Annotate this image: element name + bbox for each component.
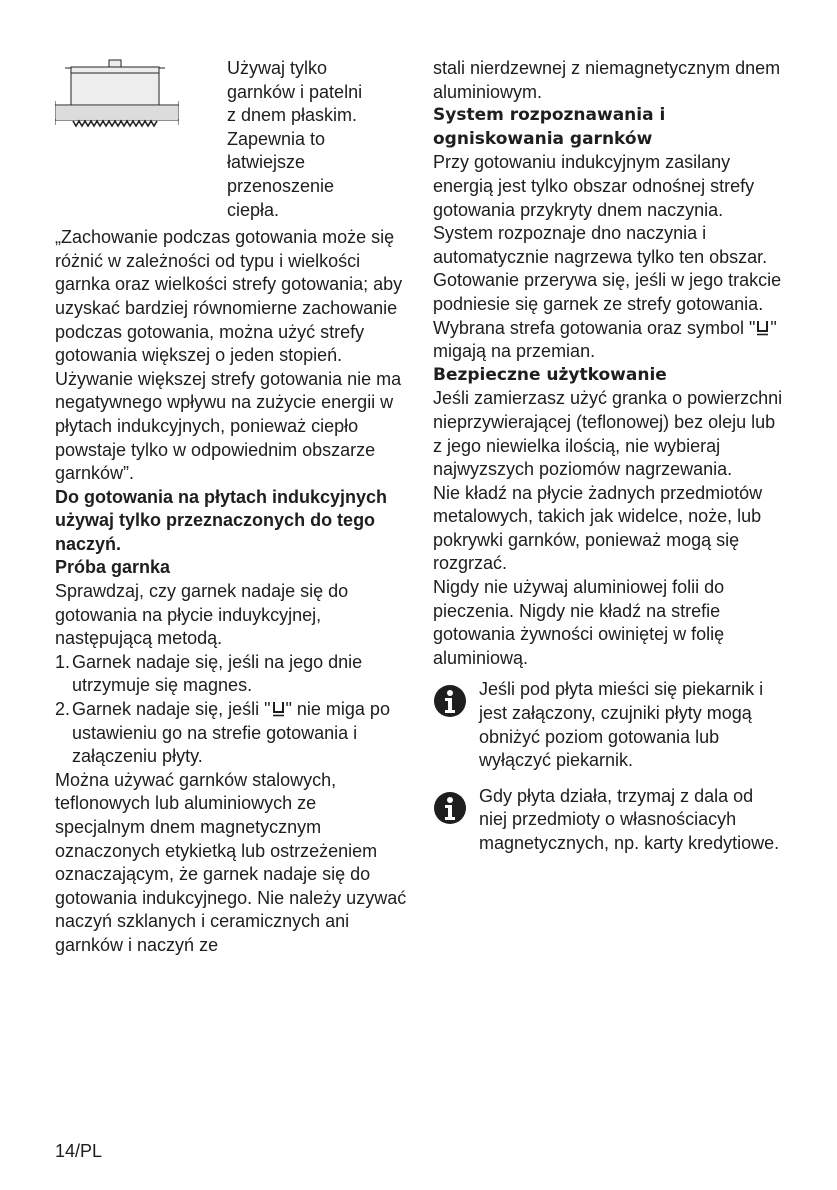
- right-column: [433, 57, 783, 856]
- system-text-after: " migają na przemian.: [433, 317, 777, 362]
- system-text-before: Przy gotowaniu indukcyjnym zasilany energią jest tylko obszar odnośnej strefy gotowania przykryty dnem naczynia. System rozpoznaje dno naczynia i automatycznie nagrzewa tylko ten obszar. Gotowanie przerywa się, jeśli w jego trakcie podniesie się garnek ze strefy gotowania. Wybrana strefa gotowania oraz symbol ": [433, 152, 782, 338]
- pot-test-title: Próba garnka: [55, 557, 171, 578]
- intro-line: z dnem płaskim.: [227, 105, 358, 126]
- intro-text: [227, 57, 387, 222]
- safety-title: Bezpieczne użytkowanie: [433, 364, 667, 385]
- info-icon: [433, 791, 467, 825]
- intro-line: ciepła.: [227, 199, 280, 220]
- pot-detection-symbol-icon: [272, 701, 285, 717]
- list-item: [55, 651, 410, 698]
- pot-types-paragraph: Można używać garnków stalowych, teflonowych lub aluminiowych ze specjalnym dnem magnetycznym oznaczonych etykietką lub ostrzeżeniem oznaczającym, że garnek nadaje się do gotowania indukcyjnego. Nie należy uzywać naczyń szklanych i ceramicznych ani garnków i naczyń ze: [55, 769, 407, 955]
- continued-paragraph: stali nierdzewnej z niemagnetycznym dnem aluminiowym.: [433, 58, 781, 102]
- page-number: 14/PL: [55, 1141, 103, 1161]
- pot-detection-symbol-icon: [756, 320, 769, 336]
- list-text-before: Garnek nadaje się, jeśli ": [72, 699, 271, 720]
- list-text: Garnek nadaje się, jeśli na jego dnie utrzymuje się magnes.: [72, 651, 363, 696]
- intro-line: Używaj tylko: [227, 58, 328, 78]
- pot-test-intro: Sprawdzaj, czy garnek nadaje się do gotowania na płycie induykcyjnej, następującą metodą.: [55, 581, 349, 649]
- intro-block: [55, 57, 410, 222]
- safety-paragraph-1: Jeśli zamierzasz użyć granka o powierzchni nieprzywierającej (teflonowej) bez oleju lub z jego niewielka ilością, nie wybieraj najwyzszych poziomów nagrzewania.: [433, 388, 783, 480]
- left-column: [55, 57, 410, 958]
- intro-line: przenoszenie: [227, 175, 335, 196]
- system-paragraph: [433, 151, 783, 363]
- intro-line: łatwiejsze: [227, 152, 306, 173]
- list-text-after: " nie miga po ustawieniu go na strefie gotowania i załączeniu płyty.: [72, 699, 390, 767]
- list-number: 1.: [55, 651, 71, 672]
- safety-paragraph-3: Nigdy nie używaj aluminiowej folii do pieczenia. Nigdy nie kładź na strefie gotowania żywności owiniętej w folię aluminiową.: [433, 577, 725, 668]
- list-number: 2.: [55, 699, 71, 720]
- quote-paragraph: „Zachowanie podczas gotowania może się różnić w zależności od typu i wielkości garnka oraz wielkości strefy gotowania; aby uzyskać bardziej równomierne zachowanie podczas gotowania, można użyć strefy gotowania większej o jeden stopień. Używanie większej strefy gotowania nie ma negatywnego wpływu na zużycie energii w płytach indukcyjnych, ponieważ ciepło powstaje tylko w odpowiednim obszarze garnków”.: [55, 227, 403, 484]
- info-note: [433, 785, 783, 856]
- pot-test-list: [55, 651, 410, 769]
- pot-on-hob-icon: [55, 57, 179, 137]
- system-title: System rozpoznawania i ogniskowania garnków: [433, 105, 666, 149]
- intro-line: garnków i patelni: [227, 81, 363, 102]
- intro-line: Zapewnia to: [227, 128, 326, 149]
- induction-warning: Do gotowania na płytach indukcyjnych używaj tylko przeznaczonych do tego naczyń.: [55, 486, 388, 554]
- info-icon: [433, 684, 467, 718]
- list-item: [55, 698, 410, 769]
- info-note: [433, 678, 783, 772]
- info-note-text: Jeśli pod płyta mieści się piekarnik i jest załączony, czujniki płyty mogą obniżyć poziom gotowania lub wyłączyć piekarnik.: [479, 679, 764, 771]
- safety-paragraph-2: Nie kładź na płycie żadnych przedmiotów metalowych, takich jak widelce, noże, lub pokrywki garnków, ponieważ mogą się rozgrzać.: [433, 482, 763, 574]
- info-note-text: Gdy płyta działa, trzymaj z dala od niej przedmioty o własnościacyh magnetycznych, np. karty kredytiowe.: [479, 785, 780, 853]
- list-text: [72, 698, 410, 769]
